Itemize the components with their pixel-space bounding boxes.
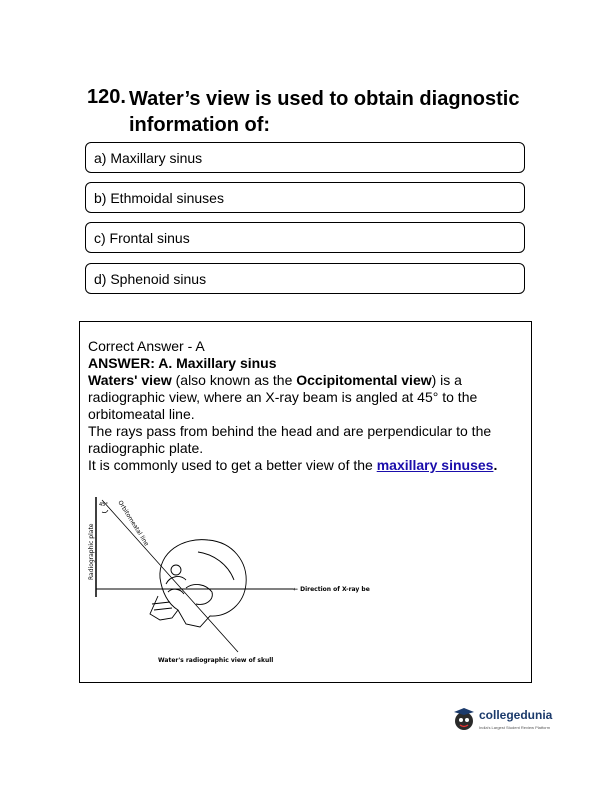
graduate-mascot-icon xyxy=(452,706,476,732)
logo-tagline: India's Largest Student Review Platform xyxy=(479,725,551,730)
logo-name: collegedunia xyxy=(479,708,553,722)
answer-paragraph-3: It is commonly used to get a better view of the maxillary sinuses. xyxy=(88,457,498,473)
waters-view-term: Waters' view xyxy=(88,372,172,388)
xray-label: ← Direction of X-ray be xyxy=(293,586,370,593)
orbitomeatal-line xyxy=(102,500,238,652)
option-c[interactable]: c) Frontal sinus xyxy=(85,222,525,253)
option-d[interactable]: d) Sphenoid sinus xyxy=(85,263,525,294)
answer-box xyxy=(79,321,532,683)
waters-view-diagram xyxy=(88,492,388,672)
diagram-caption: Water's radiographic view of skull xyxy=(158,657,274,664)
option-b[interactable]: b) Ethmoidal sinuses xyxy=(85,182,525,213)
occipitomental-term: Occipitomental view xyxy=(296,372,432,388)
answer-paragraph-2: The rays pass from behind the head and are perpendicular to the radiographic plate. xyxy=(88,423,492,456)
answer-paragraph-1: Waters' view (also known as the Occipitomental view) is a radiographic view, where an X-ray beam is angled at 45° to the orbitomeatal line. xyxy=(88,372,478,422)
option-a[interactable]: a) Maxillary sinus xyxy=(85,142,525,173)
angle-arc xyxy=(102,510,108,513)
maxillary-sinuses-link[interactable]: maxillary sinuses xyxy=(376,457,494,473)
correct-answer-line: Correct Answer - A xyxy=(88,338,205,354)
plate-label: Radiographic plate xyxy=(88,523,95,580)
orbitomeatal-label: Orbitomeatal line xyxy=(116,499,150,548)
skull-drawing xyxy=(150,540,246,627)
question-text: Water’s view is used to obtain diagnostic information of: xyxy=(129,88,520,136)
answer-heading: ANSWER: A. Maxillary sinus xyxy=(88,355,277,371)
angle-label: 45° xyxy=(99,502,108,508)
collegedunia-logo[interactable] xyxy=(452,706,572,736)
question-number: 120. xyxy=(87,86,126,108)
answer-explanation xyxy=(88,338,518,474)
